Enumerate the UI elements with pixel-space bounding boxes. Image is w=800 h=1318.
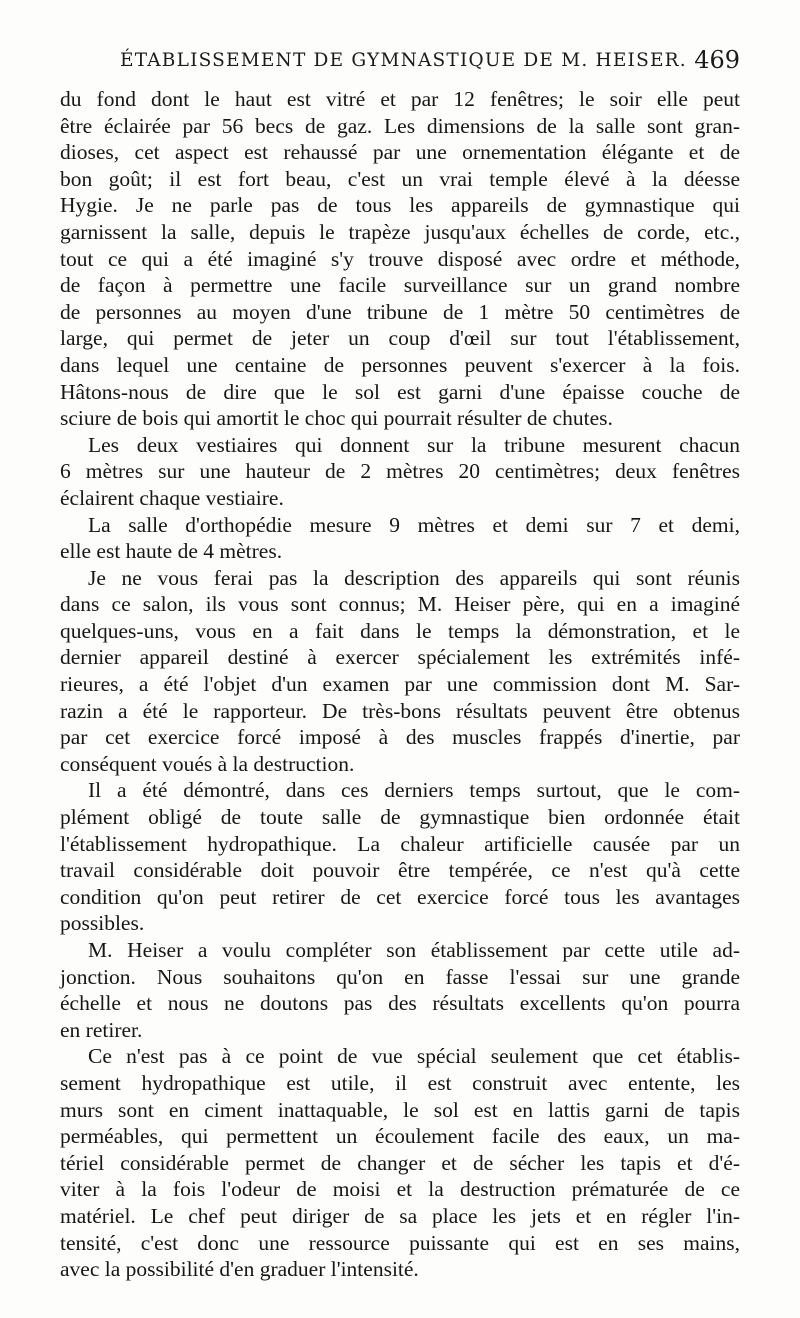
paragraph: [60, 777, 740, 937]
text-line: conséquent voués à la destruction.: [60, 751, 355, 776]
text-line: Il a été démontré, dans ces derniers temps surtout, que le com-: [88, 778, 740, 803]
text-line: en retirer.: [60, 1017, 143, 1042]
text-line: razin a été le rapporteur. De très-bons résultats peuvent être obtenus: [60, 698, 740, 723]
text-line: rieures, a été l'objet d'un examen par une commission dont M. Sar-: [60, 672, 740, 697]
body-text: [60, 86, 740, 1283]
paragraph: [60, 512, 740, 565]
text-line: perméables, qui permettent un écoulement facile des eaux, un ma-: [60, 1124, 740, 1149]
text-line: dans ce salon, ils vous sont connus; M. Heiser père, qui en a imaginé: [60, 592, 740, 617]
text-line: Hygie. Je ne parle pas de tous les appareils de gymnastique qui: [60, 193, 740, 218]
paragraph: [60, 937, 740, 1043]
text-line: tout ce qui a été imaginé s'y trouve disposé avec ordre et méthode,: [60, 246, 740, 271]
text-line: dioses, cet aspect est rehaussé par une ornementation élégante et de: [60, 140, 740, 165]
text-line: matériel. Le chef peut diriger de sa place les jets et en régler l'in-: [60, 1203, 740, 1228]
text-line: du fond dont le haut est vitré et par 12 fenêtres; le soir elle peut: [60, 87, 740, 111]
text-line: jonction. Nous souhaitons qu'on en fasse l'essai sur une grande: [60, 964, 740, 989]
paragraph: [60, 565, 740, 778]
text-line: dans lequel une centaine de personnes peuvent s'exercer à la fois.: [60, 352, 740, 377]
text-line: être éclairée par 56 becs de gaz. Les dimensions de la salle sont gran-: [60, 113, 740, 138]
paragraph: [60, 86, 740, 432]
running-title: ÉTABLISSEMENT DE GYMNASTIQUE DE M. HEISER.: [120, 50, 687, 71]
text-line: Je ne vous ferai pas la description des appareils qui sont réunis: [88, 565, 740, 590]
text-line: M. Heiser a voulu compléter son établissement par cette utile ad-: [88, 938, 740, 962]
paragraph: [60, 432, 740, 512]
text-line: Ce n'est pas à ce point de vue spécial seulement que cet établis-: [88, 1044, 740, 1069]
text-line: dernier appareil destiné à exercer spécialement les extrémités infé-: [60, 645, 740, 670]
text-line: sement hydropathique est utile, il est construit avec entente, les: [60, 1070, 740, 1095]
text-line: garnissent la salle, depuis le trapèze jusqu'aux échelles de corde, etc.,: [60, 219, 740, 244]
text-line: tériel considérable permet de changer et de sécher les tapis et d'é-: [60, 1150, 740, 1175]
text-line: 6 mètres sur une hauteur de 2 mètres 20 centimètres; deux fenêtres: [60, 459, 740, 484]
text-line: murs sont en ciment inattaquable, le sol est en lattis garni de tapis: [60, 1097, 740, 1122]
text-line: large, qui permet de jeter un coup d'œil sur tout l'établissement,: [60, 326, 740, 351]
paragraph: [60, 1043, 740, 1282]
text-line: bon goût; il est fort beau, c'est un vrai temple élevé à la déesse: [60, 166, 740, 191]
text-line: elle est haute de 4 mètres.: [60, 539, 283, 564]
text-line: travail considérable doit pouvoir être tempérée, ce n'est qu'à cette: [60, 858, 740, 883]
page-header: [60, 46, 740, 80]
text-line: par cet exercice forcé imposé à des muscles frappés d'inertie, par: [60, 725, 740, 750]
text-line: plément obligé de toute salle de gymnastique bien ordonnée était: [60, 805, 740, 830]
text-line: Les deux vestiaires qui donnent sur la tribune mesurent chacun: [88, 432, 740, 457]
text-line: échelle et nous ne doutons pas des résultats excellents qu'on pourra: [60, 991, 740, 1016]
text-line: avec la possibilité d'en graduer l'intensité.: [60, 1257, 419, 1282]
text-line: tensité, c'est donc une ressource puissante qui est en ses mains,: [60, 1230, 740, 1255]
text-line: sciure de bois qui amortit le choc qui pourrait résulter de chutes.: [60, 406, 613, 431]
page-number: 469: [694, 46, 740, 74]
text-line: de personnes au moyen d'une tribune de 1 mètre 50 centimètres de: [60, 299, 740, 324]
text-line: de façon à permettre une facile surveillance sur un grand nombre: [60, 273, 740, 298]
text-line: quelques-uns, vous en a fait dans le temps la démonstration, et le: [60, 618, 740, 643]
text-line: éclairent chaque vestiaire.: [60, 485, 284, 510]
text-line: La salle d'orthopédie mesure 9 mètres et demi sur 7 et demi,: [88, 512, 740, 537]
text-line: l'établissement hydropathique. La chaleur artificielle causée par un: [60, 831, 740, 856]
text-line: viter à la fois l'odeur de moisi et la destruction prématurée de ce: [60, 1177, 740, 1202]
text-line: possibles.: [60, 911, 145, 936]
text-line: Hâtons-nous de dire que le sol est garni d'une épaisse couche de: [60, 379, 740, 404]
text-line: condition qu'on peut retirer de cet exercice forcé tous les avantages: [60, 884, 740, 909]
